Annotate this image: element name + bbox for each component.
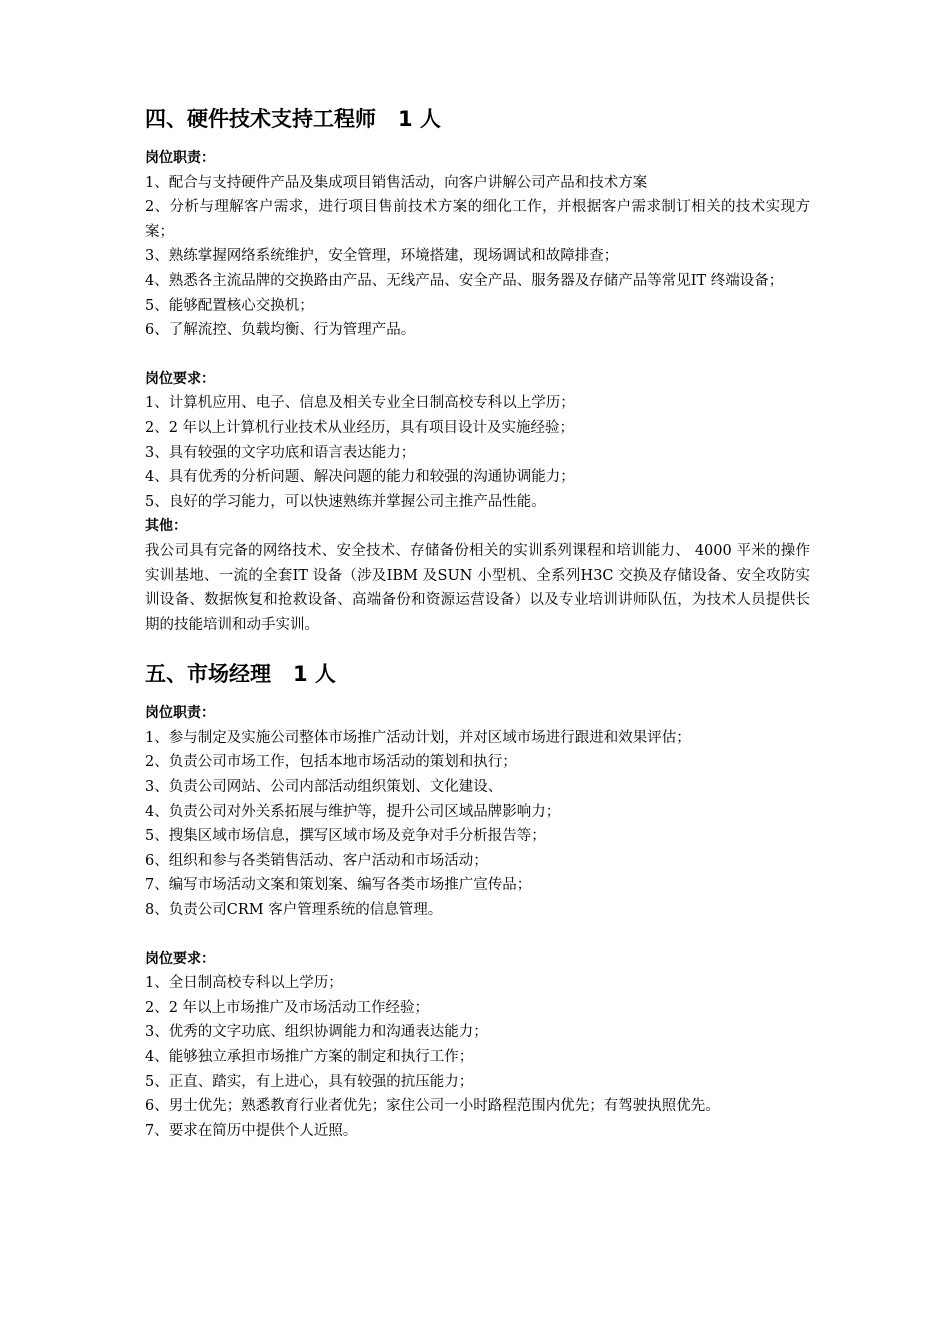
section-4-requirement-item: 5、良好的学习能力，可以快速熟练并掌握公司主推产品性能。 bbox=[145, 493, 546, 510]
section-4-other-paragraph: 我公司具有完备的网络技术、安全技术、存储备份相关的实训系列课程和培训能力、 4000 平米的操作实训基地、一流的全套IT 设备（涉及IBM 及SUN 小型机、全系列H3C 交换及存储设备、安全攻防实训设备、数据恢复和抢救设备、高端备份和资源运营设备）以及专业培训讲师队伍，为技术人员提供长期的技能培训和动手实训。 bbox=[145, 542, 810, 633]
section-4-duty-item: 4、熟悉各主流品牌的交换路由产品、无线产品、安全产品、服务器及存储产品等常见IT 终端设备； bbox=[145, 272, 784, 289]
section-4-duty-item: 6、了解流控、负载均衡、行为管理产品。 bbox=[145, 322, 416, 339]
section-5-duty-item: 5、搜集区域市场信息，撰写区域市场及竞争对手分析报告等； bbox=[145, 828, 546, 845]
section-5-duty-item: 7、编写市场活动文案和策划案、编写各类市场推广宣传品； bbox=[145, 877, 532, 894]
section-4-duties-heading: 岗位职责： bbox=[145, 150, 215, 166]
document-page bbox=[145, 0, 810, 1143]
section-5-duty-item: 1、参与制定及实施公司整体市场推广活动计划，并对区域市场进行跟进和效果评估； bbox=[145, 729, 691, 746]
section-4-requirements-heading: 岗位要求： bbox=[145, 370, 215, 387]
section-4-requirement-item: 4、具有优秀的分析问题、解决问题的能力和较强的沟通协调能力； bbox=[145, 469, 575, 486]
section-5-requirement-item: 5、正直、踏实，有上进心，具有较强的抗压能力； bbox=[145, 1073, 474, 1090]
section-5-requirement-item: 1、全日制高校专科以上学历； bbox=[145, 975, 343, 992]
section-5-requirement-item: 3、优秀的文字功底、组织协调能力和沟通表达能力； bbox=[145, 1024, 488, 1041]
section-4-duty-item: 5、能够配置核心交换机； bbox=[145, 297, 314, 314]
section-5-duty-item: 4、负责公司对外关系拓展与维护等，提升公司区域品牌影响力； bbox=[145, 803, 561, 820]
section-4-other-heading: 其他： bbox=[145, 518, 187, 535]
section-4-requirement-item: 2、2 年以上计算机行业技术从业经历，具有项目设计及实施经验； bbox=[145, 419, 575, 436]
section-5-requirement-item: 7、要求在简历中提供个人近照。 bbox=[145, 1122, 358, 1139]
section-4-headcount: 1 人 bbox=[398, 107, 441, 131]
top-margin bbox=[145, 0, 810, 104]
section-5-requirement-item: 4、能够独立承担市场推广方案的制定和执行工作； bbox=[145, 1049, 474, 1065]
section-5-duties-heading: 岗位职责： bbox=[145, 705, 215, 722]
section-5-duty-item: 2、负责公司市场工作，包括本地市场活动的策划和执行； bbox=[145, 754, 517, 771]
section-5-duty-item: 3、负责公司网站、公司内部活动组织策划、文化建设、 bbox=[145, 779, 503, 796]
section-5-headcount: 1 人 bbox=[293, 662, 336, 687]
section-5-requirement-item: 2、2 年以上市场推广及市场活动工作经验； bbox=[145, 999, 430, 1016]
section-5-duty-item: 8、负责公司CRM 客户管理系统的信息管理。 bbox=[145, 902, 443, 919]
section-4-duty-item: 3、熟练掌握网络系统维护，安全管理，环境搭建，现场调试和故障排查； bbox=[145, 248, 619, 265]
section-5-duty-item: 6、组织和参与各类销售活动、客户活动和市场活动； bbox=[145, 852, 488, 869]
section-5-title-text: 五、市场经理 bbox=[145, 662, 271, 687]
section-5-requirement-item: 6、男士优先；熟悉教育行业者优先；家住公司一小时路程范围内优先；有驾驶执照优先。 bbox=[145, 1098, 720, 1115]
section-4-title-text: 四、硬件技术支持工程师 bbox=[145, 107, 376, 131]
section-4-requirement-item: 1、计算机应用、电子、信息及相关专业全日制高校专科以上学历； bbox=[145, 395, 575, 412]
section-4-title bbox=[145, 104, 810, 134]
section-4-duty-item: 2、分析与理解客户需求，进行项目售前技术方案的细化工作，并根据客户需求制订相关的技术实现方案； bbox=[145, 199, 810, 240]
section-5-title bbox=[145, 659, 810, 689]
section-4-duty-item: 1、配合与支持硬件产品及集成项目销售活动，向客户讲解公司产品和技术方案 bbox=[145, 174, 648, 191]
section-5-requirements-heading: 岗位要求： bbox=[145, 950, 215, 967]
section-4-requirement-item: 3、具有较强的文字功底和语言表达能力； bbox=[145, 444, 416, 461]
